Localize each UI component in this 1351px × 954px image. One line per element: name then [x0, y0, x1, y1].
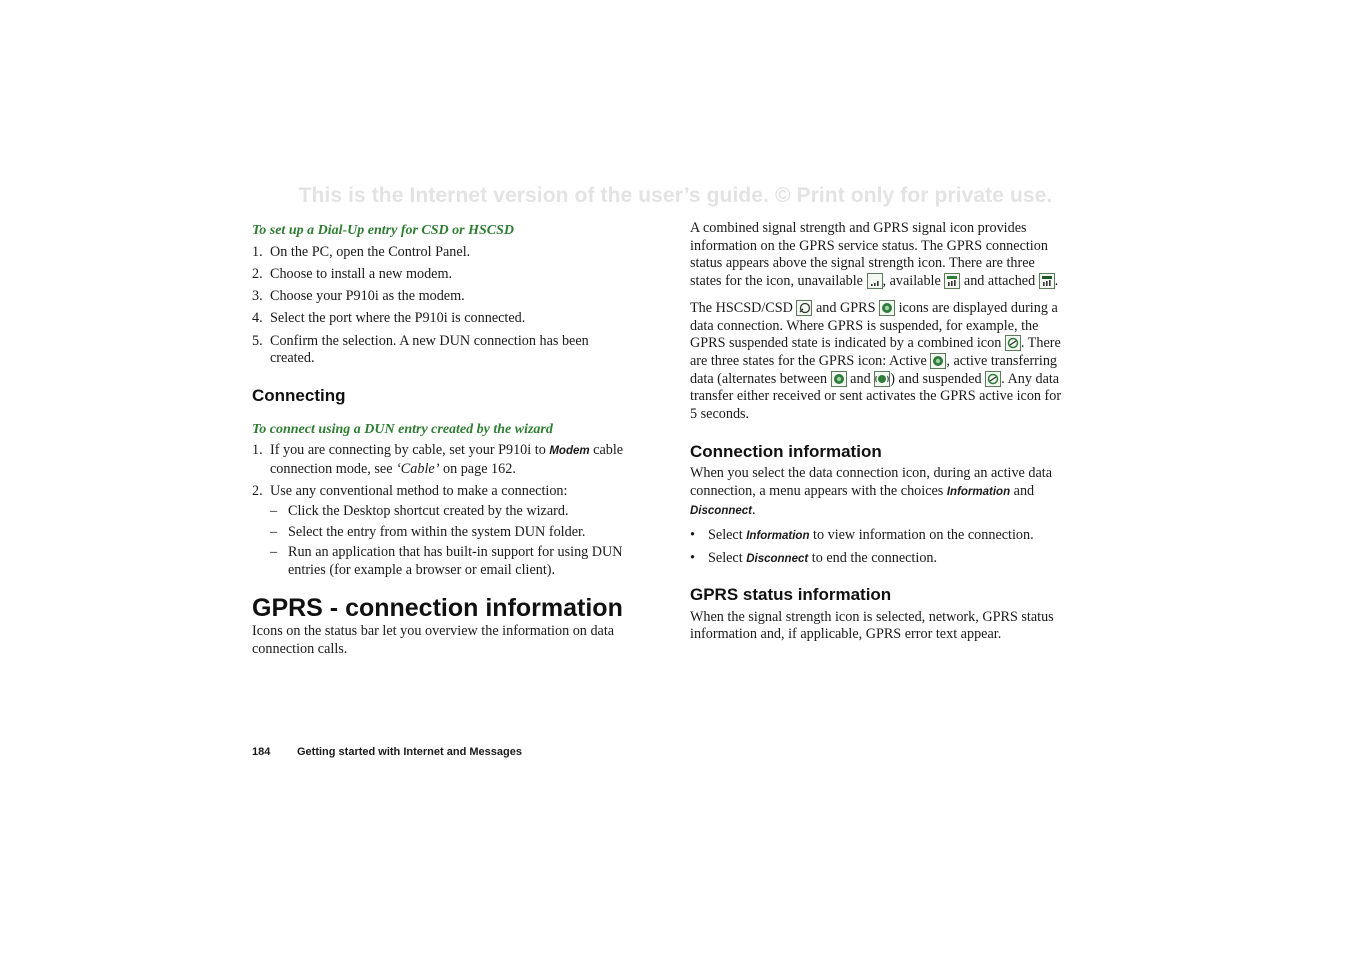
- section-heading-connecting: Connecting: [252, 385, 346, 405]
- paragraph-text: and GPRS: [812, 299, 880, 316]
- procedure-steps-connect: [252, 442, 632, 579]
- menu-term-disconnect: Disconnect: [746, 553, 809, 566]
- signal-unavailable-icon: [867, 273, 883, 289]
- gprs-suspended-icon: [985, 371, 1001, 387]
- list-item: [690, 550, 1062, 569]
- chapter-heading-gprs: GPRS - connection information: [252, 593, 623, 622]
- step-text: cable connection mode, see: [270, 442, 624, 478]
- paragraph-text: The HSCSD/CSD: [690, 299, 797, 316]
- procedure-steps-dialup: [252, 244, 632, 368]
- paragraph-text: , active transferring data (alternates between: [690, 352, 1058, 387]
- section-heading-gprs-status: GPRS status information: [690, 584, 892, 604]
- gprs-icon: [879, 300, 895, 316]
- step-number: 1.: [252, 442, 263, 459]
- gprs-active-icon: [930, 353, 946, 369]
- step-text: Choose your P910i as the modem.: [270, 288, 465, 305]
- signal-icon-paragraph: [690, 220, 1062, 291]
- hscsd-csd-icon: [796, 300, 812, 316]
- sub-item-text: Click the Desktop shortcut created by the wizard.: [288, 502, 569, 519]
- dash-marker: –: [270, 544, 278, 561]
- list-item: [252, 266, 632, 284]
- step-text: Select the port where the P910i is connected.: [270, 310, 526, 327]
- chapter-title: Getting started with Internet and Messages: [297, 746, 522, 758]
- bullet-text: Select: [708, 550, 747, 567]
- procedure-title-dialup: To set up a Dial-Up entry for CSD or HSCSD: [252, 223, 515, 238]
- paragraph-text: .: [752, 501, 756, 518]
- step-text: on page 162.: [439, 461, 516, 478]
- step-number: 4.: [252, 310, 263, 327]
- dash-marker: –: [270, 523, 278, 540]
- paragraph-text: ) and suspended: [890, 370, 986, 387]
- paragraph-text: A combined signal strength and GPRS signal icon provides information on the GPRS service status. The GPRS connection status appears above the signal strength icon. There are three states for the icon, unavailable: [690, 220, 1048, 290]
- menu-term-disconnect: Disconnect: [690, 504, 752, 517]
- signal-available-icon: [944, 273, 960, 289]
- menu-term-modem: Modem: [549, 445, 590, 458]
- paragraph-text: and: [846, 370, 875, 387]
- step-number: 2.: [252, 265, 263, 282]
- paragraph-text: .: [1054, 273, 1059, 290]
- step-number: 3.: [252, 288, 263, 305]
- bullet-marker: •: [690, 526, 695, 543]
- step-number: 2.: [252, 483, 263, 500]
- step-text: Choose to install a new modem.: [270, 265, 453, 282]
- list-item: [252, 244, 632, 262]
- page-footer: [252, 746, 522, 758]
- list-item: [690, 527, 1062, 546]
- step-text: Confirm the selection. A new DUN connection has been created.: [270, 332, 589, 367]
- gprs-intro-paragraph: Icons on the status bar let you overview the information on data connection calls.: [252, 623, 615, 658]
- page-number: 184: [252, 746, 271, 758]
- paragraph-text: and: [1010, 483, 1035, 500]
- paragraph-text: icons are displayed during a data connection. Where GPRS is suspended, for example, the GPRS suspended state is indicated by a combined icon: [690, 299, 1058, 352]
- list-item: [252, 333, 632, 368]
- step-text: On the PC, open the Control Panel.: [270, 243, 471, 260]
- signal-attached-icon: [1039, 273, 1055, 289]
- step-number: 5.: [252, 332, 263, 349]
- section-heading-connection-info: Connection information: [690, 441, 882, 461]
- menu-term-information: Information: [746, 529, 810, 542]
- gprs-status-paragraph: When the signal strength icon is selected, network, GPRS status information and, if applicable, GPRS error text appear.: [690, 608, 1054, 643]
- list-item: [252, 288, 632, 306]
- bullet-text: to view information on the connection.: [809, 526, 1034, 543]
- gprs-icon-paragraph: [690, 300, 1062, 424]
- sub-item-text: Select the entry from within the system DUN folder.: [288, 523, 586, 540]
- gprs-transfer-alt-icon: [874, 371, 890, 387]
- right-column: [690, 220, 1062, 644]
- step-text: If you are connecting by cable, set your P910i to: [270, 442, 550, 459]
- cross-reference-link[interactable]: ‘Cable’: [396, 461, 440, 478]
- gprs-transfer-icon: [831, 371, 847, 387]
- list-item: [270, 544, 632, 579]
- watermark: This is the Internet version of the user’s guide. © Print only for private use.: [298, 184, 1053, 207]
- paragraph-text: . Any data transfer either received or sent activates the GPRS active icon for 5 seconds.: [690, 370, 1062, 423]
- menu-term-information: Information: [946, 486, 1011, 499]
- paragraph-text: . There are three states for the GPRS icon: Active: [690, 335, 1061, 369]
- list-item: [270, 524, 632, 542]
- paragraph-text: , available: [882, 273, 945, 290]
- left-column: [252, 220, 632, 659]
- sub-list: [270, 503, 632, 580]
- paragraph-text: and attached: [960, 273, 1039, 290]
- connection-choices-list: [690, 527, 1062, 569]
- bullet-text: Select: [708, 526, 747, 543]
- list-item: [270, 503, 632, 521]
- step-number: 1.: [252, 243, 263, 260]
- procedure-title-connect: To connect using a DUN entry created by the wizard: [252, 421, 553, 437]
- bullet-marker: •: [690, 550, 695, 567]
- bullet-text: to end the connection.: [808, 550, 938, 567]
- list-item: [252, 310, 632, 328]
- connection-info-paragraph: [690, 465, 1062, 520]
- list-item: [252, 483, 632, 580]
- step-text: Use any conventional method to make a connection:: [270, 483, 568, 500]
- list-item: [252, 442, 632, 478]
- dash-marker: –: [270, 502, 278, 519]
- sub-item-text: Run an application that has built-in support for using DUN entries (for example a browser or email client).: [288, 544, 623, 579]
- paragraph-text: When you select the data connection icon, during an active data connection, a menu appears with the choices: [690, 465, 1053, 500]
- gprs-suspended-combined-icon: [1005, 335, 1021, 351]
